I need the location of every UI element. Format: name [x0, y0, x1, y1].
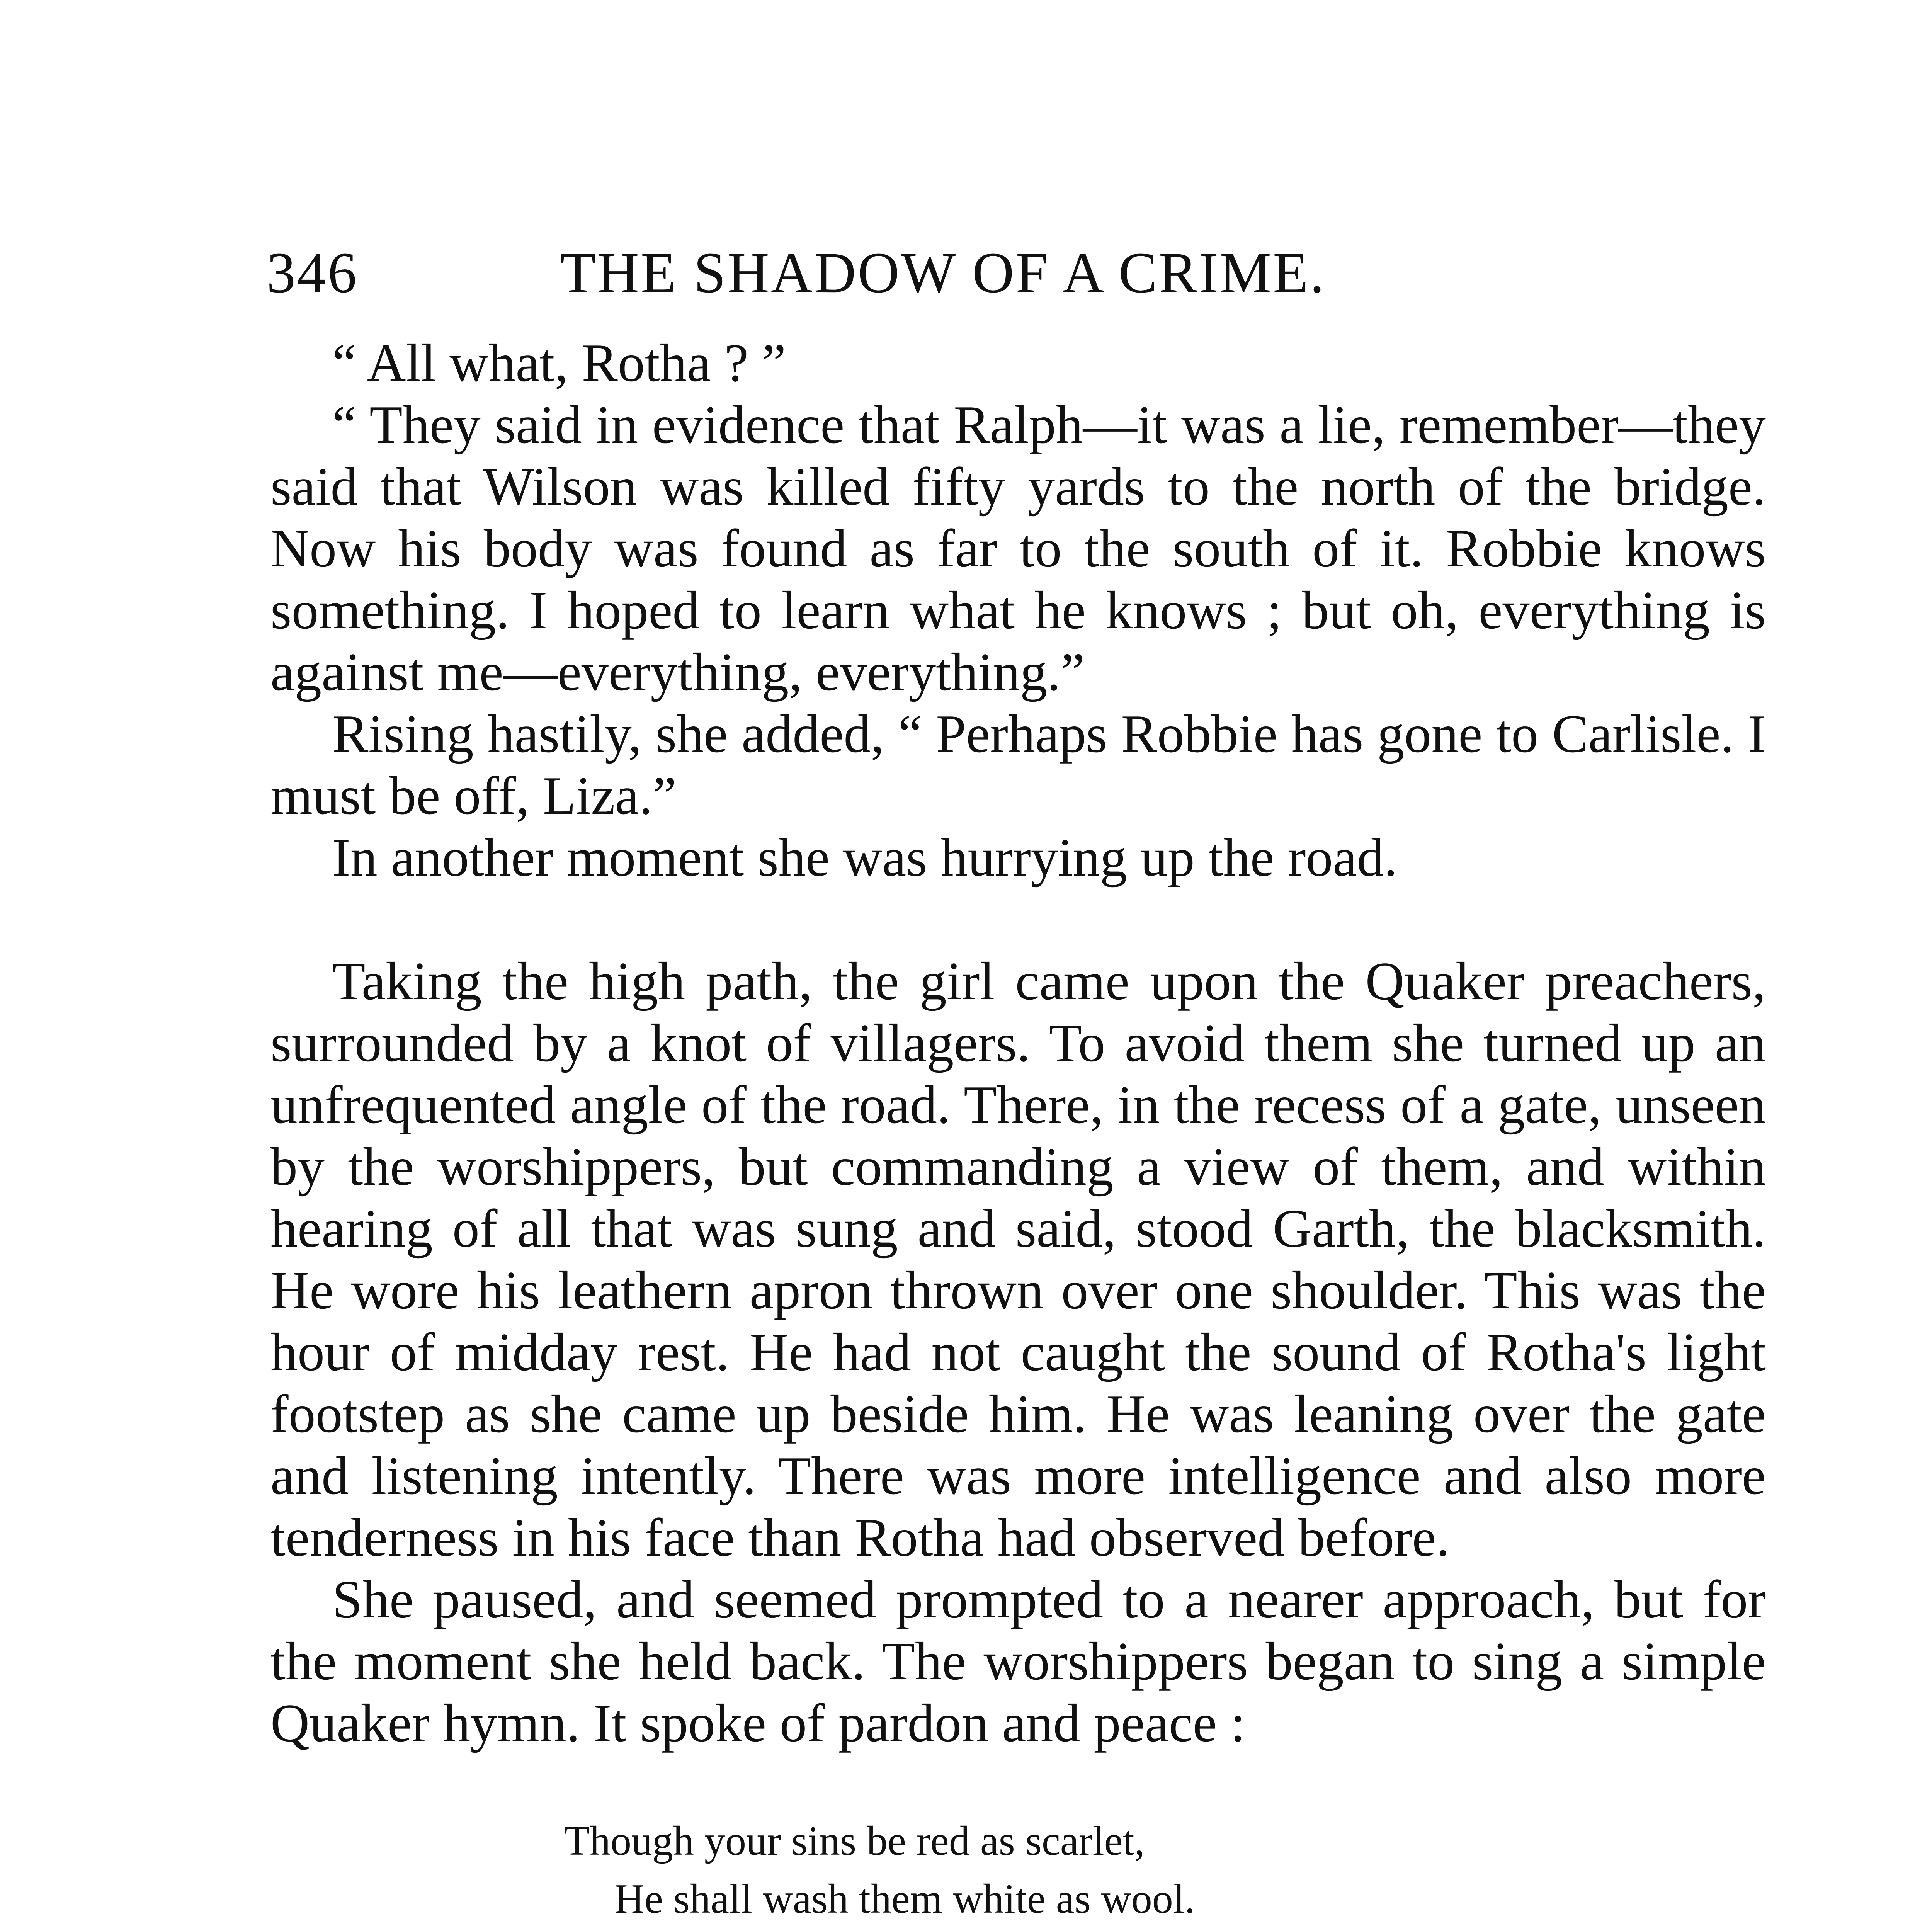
paragraph: “ They said in evidence that Ralph—it was a lie, remember—they said that Wilson was killed fifty yards to the north of the bridge. Now his body was found as far to the south of it. Robbie knows something. I hoped to learn what he knows ; but oh, everything is against me—everything, everything.”: [270, 395, 1766, 702]
paragraph: Taking the high path, the girl came upon the Quaker preachers, surrounded by a knot of villagers. To avoid them she turned up an unfrequented angle of the road. There, in the recess of a gate, unseen by the worshippers, but commanding a view of them, and within hearing of all that was sung and said, stood Garth, the blacksmith. He wore his leathern apron thrown over one shoulder. This was the hour of midday rest. He had not caught the sound of Rotha's light footstep as she came up beside him. He was leaning over the gate and listening intently. There was more intelligence and also more tenderness in his face than Rotha had observed before.: [270, 951, 1766, 1568]
running-title: THE SHADOW OF A CRIME.: [560, 241, 1326, 305]
verse-line-2: He shall wash them white as wool.: [614, 1876, 1195, 1922]
paragraph: In another moment she was hurrying up the road.: [332, 828, 1398, 888]
hymn-verse: [270, 1812, 1766, 1928]
paragraph: Rising hastily, she added, “ Perhaps Robbie has gone to Carlisle. I must be off, Liza.”: [270, 704, 1766, 826]
page-body: [270, 332, 1766, 1932]
paragraph: She paused, and seemed prompted to a nearer approach, but for the moment she held back. The worshippers began to sing a simple Quaker hymn. It spoke of pardon and peace :: [270, 1570, 1766, 1753]
section-break: [270, 889, 1766, 951]
page-header: [267, 240, 1766, 317]
paragraph: “ All what, Rotha ? ”: [332, 333, 786, 393]
verse-line-1: Though your sins be red as scarlet,: [564, 1818, 1145, 1864]
page-number: 346: [267, 241, 358, 305]
